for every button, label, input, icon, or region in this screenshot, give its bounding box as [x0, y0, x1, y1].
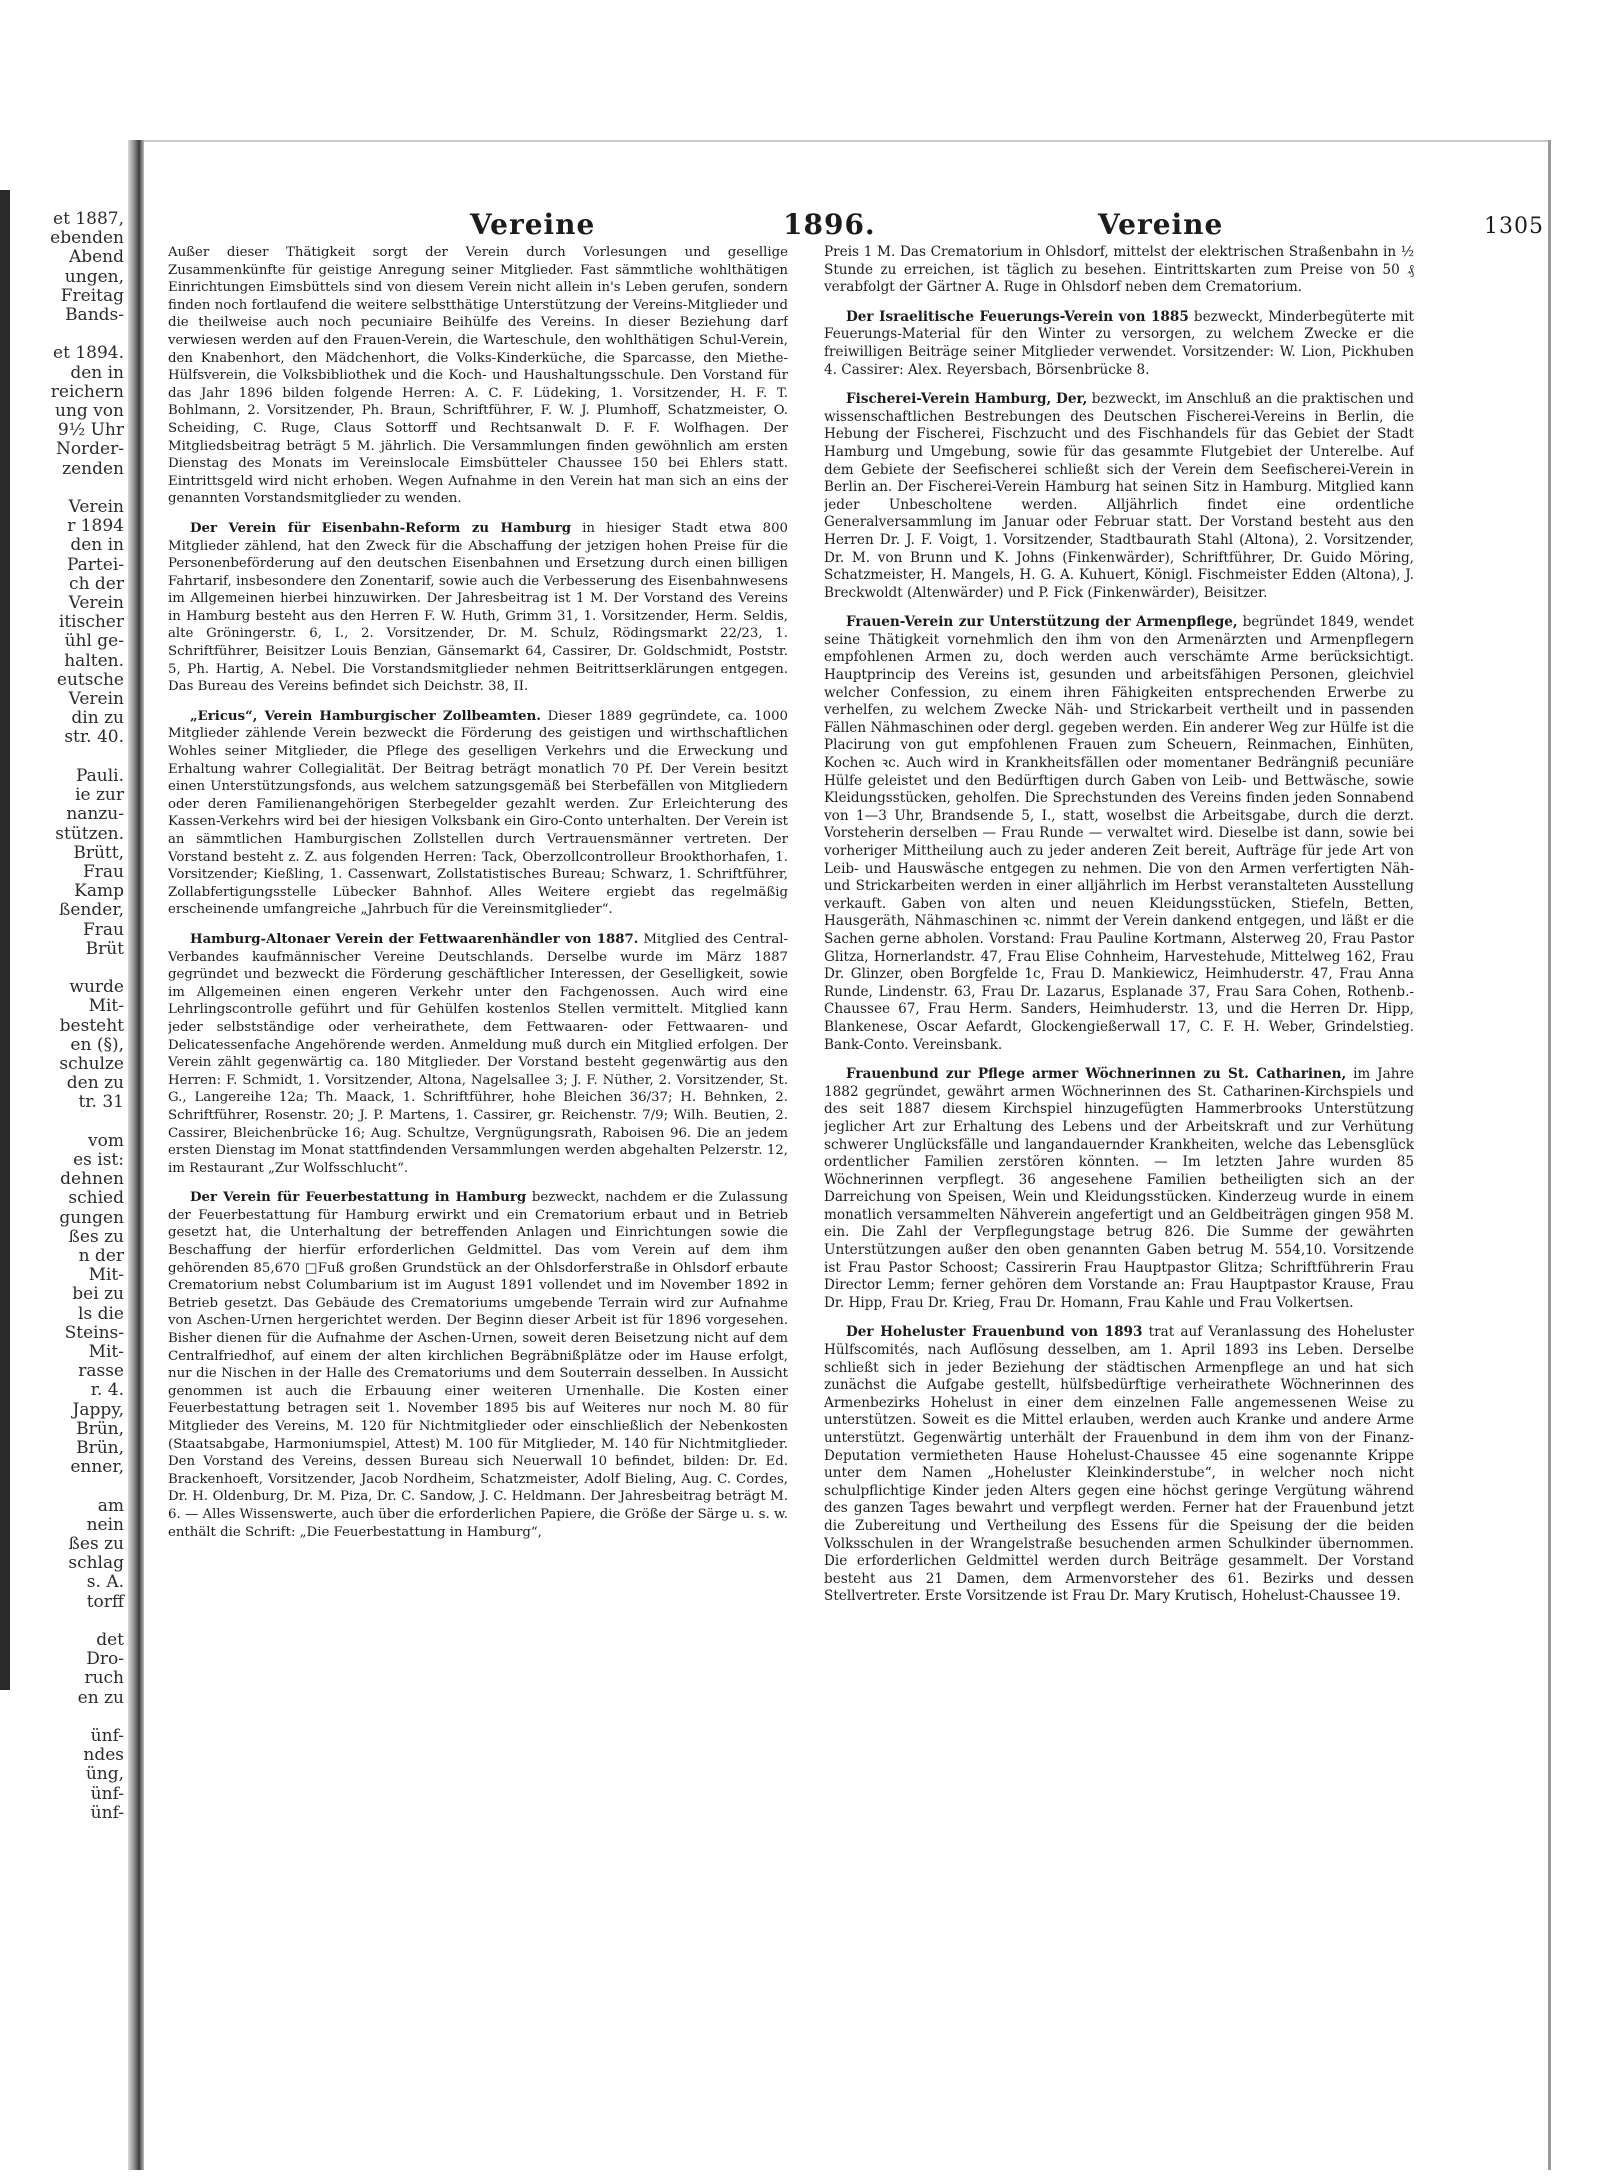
previous-page-line: besteht [59, 1015, 124, 1036]
entry-paragraph [168, 244, 788, 508]
association-entry [824, 1324, 1414, 1606]
previous-page-line: ßes zu [68, 1534, 124, 1555]
previous-page-line: torff [86, 1591, 124, 1612]
previous-page-line: Mit- [88, 1265, 124, 1286]
previous-page-line: ungen, [64, 266, 124, 287]
association-entry [168, 708, 788, 919]
association-entry [824, 244, 1414, 297]
entry-paragraph [168, 1189, 788, 1541]
previous-page-line: nanzu- [66, 804, 124, 825]
previous-page-line: Dro- [86, 1649, 124, 1670]
previous-page-line: ebenden [50, 228, 124, 249]
previous-page-line [8, 1708, 128, 1727]
previous-page-line: ung von [55, 401, 124, 422]
previous-page-line: Partei- [66, 554, 124, 575]
previous-page-line: Mit- [88, 996, 124, 1017]
association-entry [168, 1189, 788, 1541]
association-entry [824, 614, 1414, 1054]
entry-paragraph [824, 1324, 1414, 1606]
previous-page-line: ch der [69, 573, 124, 594]
previous-page-line: din zu [71, 708, 124, 729]
previous-page-line [8, 959, 128, 978]
previous-page-line: ßender, [59, 900, 124, 921]
previous-page-line: bei zu [72, 1284, 124, 1305]
entry-text: Außer dieser Thätigkeit sorgt der Verein durch Vorlesungen und gesellige Zusammenkünfte für geistige Anregung seiner Mitglieder. Fast sämmtliche wohlthätigen Einrichtungen Eimsbüttels sind von diesem Verein nicht allein in's Leben gerufen, sondern finden noch fortlaufend die weitere selbstthätige Unterstützung der Vereins-Mitglieder und die theilweise auch noch pecuniaire Beihülfe des Vereins. In dieser Beziehung darf verwiesen werden auf den Frauen-Verein, die Warteschule, den wohlthätigen Schul-Verein, den Knabenhort, den Mädchenhort, die Volks-Kinderküche, die Sparcasse, den Miethe-Hülfsverein, die Volksbibliothek und die Koch- und Haushaltungsschule. Den Vorstand für das Jahr 1896 bilden folgende Herren: A. C. F. Lüdeking, 1. Vorsitzender, H. F. T. Bohlmann, 2. Vorsitzender, Ph. Braun, Schriftführer, F. W. J. Plumhoff, Schatzmeister, O. Scheiding, C. Ruge, Claus Sottorff und Rechtsanwalt D. F. F. Wolfhagen. Der Mitgliedsbeitrag beträgt 5 M. jährlich. Die Versammlungen finden gewöhnlich am ersten Dienstag des Monats im Vereinslocale Eimsbütteler Chaussee 150 bei Ehlers statt. Eintrittsgeld wird nicht erhoben. Wegen Aufnahme in den Verein hat man sich an eins der genannten Vorstandsmitglieder zu wenden. [168, 245, 788, 507]
scan-margin-top [0, 0, 1600, 60]
previous-page-line: s. A. [86, 1572, 124, 1593]
previous-page-line: zenden [62, 458, 124, 479]
entry-title: Der Verein für Eisenbahn-Reform zu Hamburg [190, 520, 572, 536]
previous-page-line: ünf- [90, 1802, 124, 1823]
entry-title: Frauen-Verein zur Unterstützung der Armenpflege, [846, 614, 1238, 631]
previous-page-line: reichern [50, 381, 124, 402]
previous-page-line: schlag [68, 1553, 124, 1574]
previous-page-line: üng, [85, 1764, 124, 1785]
entry-title: Hamburg-Altonaer Verein der Fettwaarenhändler von 1887. [190, 931, 639, 947]
previous-page-line: Steins- [64, 1322, 124, 1343]
previous-page-line: Brütt, [73, 842, 124, 863]
previous-page-line [8, 1612, 128, 1631]
previous-page-line: Kamp [74, 881, 124, 902]
previous-page-line: vom [88, 1130, 124, 1151]
previous-page-line: Verein [68, 593, 124, 614]
previous-page-line [8, 479, 128, 498]
entry-title: „Ericus“, Verein Hamburgischer Zollbeamten. [190, 708, 541, 724]
previous-page-line: Pauli. [75, 765, 124, 786]
previous-page-line: tr. 31 [78, 1092, 124, 1113]
entry-paragraph [824, 391, 1414, 602]
previous-page-line: wurde [69, 977, 124, 998]
previous-page-line: et 1894. [53, 343, 124, 364]
entry-text: trat auf Veranlassung des Hoheluster Hülfscomités, nach Auflösung desselben, am 1. April 1893 ins Leben. Derselbe schließt sich in jeder Beziehung der städtischen Armenpflege an und hat sich zunächst die Aufgabe gestellt, hülfsbedürftige verheirathete Wöchnerinnen des Armenbezirks Hohelust in einer dem einzelnen Falle angemessenen Weise zu unterstützen. Soweit es die Mittel erlauben, werden auch Kranke und andere Arme unterstützt. Gegenwärtig unterhält der Frauenbund in dem ihm von der Finanz-Deputation vermietheten Hause Hohelust-Chaussee 45 eine sogenannte Krippe unter dem Namen „Hoheluster Kleinkinderstube“, in welcher noch nicht schulpflichtige Kinder jeden Alters gegen eine höchst geringe Vergütung während des ganzen Tages bewahrt und verpflegt werden. Ferner hat der Frauenbund jetzt die Zubereitung und Vertheilung des Essens für die Speisung der die beiden Volksschulen in der Wrangelstraße besuchenden armen Schulkinder übernommen. Die erforderlichen Geldmittel werden durch Beiträge gesammelt. Der Vorstand besteht aus 21 Damen, dem Armenvorsteher des 61. Bezirks und dessen Stellvertreter. Erste Vorsitzende ist Frau Dr. Mary Krutisch, Hohelust-Chaussee 19. [824, 1324, 1414, 1605]
previous-page-line: dehnen [60, 1169, 124, 1190]
entry-title: Fischerei-Verein Hamburg, Der, [846, 391, 1088, 408]
previous-page-line: am [97, 1495, 124, 1516]
previous-page-line: 9½ Uhr [57, 420, 124, 441]
previous-page-line: Brün, [76, 1438, 124, 1458]
entry-paragraph [168, 520, 788, 696]
page-top-edge [144, 140, 1550, 142]
entry-paragraph [824, 1066, 1414, 1312]
previous-page-line: str. 40. [64, 727, 124, 748]
association-entry [168, 244, 788, 508]
previous-page-line: en (§), [70, 1034, 124, 1055]
previous-page-line: stützen. [55, 823, 124, 844]
previous-page-line: Bands- [65, 305, 124, 326]
previous-page-line [8, 748, 128, 767]
previous-page-line: es ist: [73, 1149, 124, 1170]
previous-page-line: Jappy, [72, 1399, 124, 1420]
previous-page-line: Freitag [60, 285, 124, 306]
running-header-right: Vereine [1098, 208, 1224, 241]
entry-text: Mitglied des Central-Verbandes kaufmännischer Vereine Deutschlands. Derselbe wurde im März 1887 gegründet und bezweckt die Förderung geschäftlicher Interessen, der Geselligkeit, sowie im Allgemeinen einen engeren Verkehr unter den Fachgenossen. Auch wird eine Lehrlingscontrolle geführt und für Gehülfen kostenlos Stellen vermittelt. Mitglied kann jeder selbstständige oder verheirathete, dem Fettwaaren- oder Fettwaaren- und Delicatessenfache Angehörende werden. Anmeldung muß durch ein Mitglied erfolgen. Der Verein zählt gegenwärtig ca. 180 Mitglieder. Der Vorstand besteht gegenwärtig aus den Herren: F. Schmidt, 1. Vorsitzender, Altona, Nagelsallee 3; J. F. Nüther, 2. Vorsitzender, St. G., Langereihe 12a; Th. Maack, 1. Schriftführer, hohe Bleichen 36/37; H. Behnken, 2. Schriftführer, Rosenstr. 20; J. P. Martens, 1. Cassirer, gr. Reichenstr. 7/9; Wilh. Beutien, 2. Cassirer, Bleichenbrücke 16; Aug. Schultze, Vergnügungsrath, Raboisen 96. Die an jedem ersten Dienstag im Monat stattfindenden Versammlungen werden abgehalten Pelzerstr. 12, im Restaurant „Zur Wolfsschlucht“. [168, 931, 788, 1176]
association-entry [824, 309, 1414, 379]
previous-page-line: Verein [68, 497, 124, 518]
previous-page-line: et 1887, [53, 210, 124, 229]
association-entry [168, 931, 788, 1177]
previous-page-line: r. 4. [90, 1380, 124, 1401]
book-spine [128, 140, 144, 2170]
previous-page-line: gungen [59, 1207, 124, 1228]
entry-text: begründet 1849, wendet seine Thätigkeit vornehmlich den ihm von den Armenärzten und Armenpflegern empfohlenen Armen zu, doch werden auch verschämte Arme berücksichtigt. Hauptprincip des Vereins ist, gesunden und arbeitsfähigen Personen, gleichviel welcher Confession, zu einem ihren Fähigkeiten entsprechenden Erwerbe zu verhelfen, zu welchem Zwecke Näh- und Strickarbeit vertheilt und in passenden Fällen Nähmaschinen oder dergl. gegeben werden. Ein anderer Weg zur Hülfe ist die Placirung von gut empfohlenen Frauen zum Scheuern, Reinmachen, Einhüten, Kochen ꝛc. Auch wird in Krankheitsfällen oder momentaner Bedrängniß pecuniäre Hülfe geleistet und den Bedürftigen durch Gaben von Leib- und Bettwäsche, sowie Kleidungsstücken, geholfen. Die Sprechstunden des Vereins finden jeden Sonnabend von 1—3 Uhr, Brandsende 5, I., statt, woselbst die Arbeitsgabe, durch die derzt. Vorsteherin derselben — Frau Runde — verwaltet wird. Dieselbe ist dann, sowie bei vorheriger Mittheilung auch zu jeder anderen Zeit bereit, Aufträge für jede Art von Leib- und Hauswäsche entgegen zu nehmen. Die von den Armen verfertigten Näh- und Strickarbeiten werden in einer alljährlich im Herbst veranstalteten Ausstellung verkauft. Gaben von alten und neuen Kleidungsstücken, Stiefeln, Betten, Hausgeräth, Nähmaschinen ꝛc. nimmt der Verein dankend entgegen, und läßt er die Sachen gerne abholen. Vorstand: Frau Pauline Kortmann, Alsterweg 20, Frau Pastor Glitza, Hornerlandstr. 47, Frau Elise Cohnheim, Harvestehude, Mittelweg 162, Frau Dr. Glinzer, oben Borgfelde 1c, Frau D. Mankiewicz, Heimhuderstr. 47, Frau Anna Runde, Lindenstr. 63, Frau Dr. Lazarus, Esplanade 37, Frau Sara Cohen, Rothenb.-Chaussee 67, Frau Herm. Sanders, Heimhuderstr. 13, und die Herren Dr. Hipp, Blankenese, Oscar Aefardt, Glockengießerwall 17, C. F. H. Weber, Grindelstieg. Bank-Conto. Vereinsbank. [824, 614, 1414, 1053]
previous-page-line: ünf- [90, 1783, 124, 1804]
previous-page-line: Brüt [85, 938, 124, 959]
left-text-column [168, 244, 788, 2164]
previous-page-line: eutsche [56, 669, 124, 690]
entry-title: Der Israelitische Feuerungs-Verein von 1885 [846, 308, 1189, 325]
previous-page-line: den zu [66, 1073, 124, 1094]
running-header-year: 1896. [783, 208, 876, 241]
previous-page-line: ßes zu [68, 1226, 124, 1247]
previous-page-line: Abend [68, 247, 124, 268]
entry-title: Der Verein für Feuerbestattung in Hamburg [190, 1190, 527, 1206]
previous-page-line: r 1894 [67, 516, 124, 537]
entry-text: Dieser 1889 gegründete, ca. 1000 Mitglieder zählende Verein bezweckt die Förderung des geistigen und wirthschaftlichen Wohles seiner Mitglieder, die Pflege des geselligen Verkehrs und die Erweckung und Erhaltung wahrer Collegialität. Der Beitrag beträgt monatlich 70 Pf. Der Verein besitzt einen Unterstützungsfonds, aus welchem satzungsgemäß bei Sterbefällen von Mitgliedern oder deren Familienangehörigen Sterbegelder gezahlt werden. Zur Erleichterung des Kassen-Verkehrs wird bei der hiesigen Volksbank ein Giro-Conto unterhalten. Der Verein ist an sämmtlichen Hamburgischen Zollstellen durch Vertrauensmänner vertreten. Der Vorstand besteht z. Z. aus folgenden Herren: Tack, Oberzollcontrolleur Brookthorhafen, 1. Vorsitzender; Kießling, 1. Cassenwart, Zollstatistisches Bureau; Schwarz, 1. Schriftführer, Zollabfertigungsstelle Lübecker Bahnhof. Alles Weitere ergiebt das regelmäßig erscheinende umfangreiche „Jahrbuch für die Vereinsmitglieder“. [168, 708, 788, 918]
association-entry [824, 391, 1414, 602]
previous-page-line: enner, [70, 1457, 124, 1478]
previous-page-line: Frau [82, 861, 124, 882]
entry-text: bezweckt, im Anschluß an die praktischen und wissenschaftlichen Bestrebungen des Deutschen Fischerei-Vereins in Berlin, die Hebung der Fischerei, Fischzucht und des Fischhandels für das Gebiet der Stadt Hamburg und Umgebung, sowie für das gesammte Flutgebiet der Unterelbe. Auf dem Gebiete der Seefischerei schließt sich der Verein dem Seefischerei-Verein in Berlin an. Der Fischerei-Verein Hamburg hat seinen Sitz in Hamburg. Mitglied kann jeder Unbescholtene werden. Alljährlich findet eine ordentliche Generalversammlung im Januar oder Februar statt. Der Vorstand besteht aus den Herren Dr. J. F. Voigt, 1. Vorsitzender, Stadtbaurath Stahl (Altona), 2. Vorsitzender, Dr. M. von Brunn und K. Johns (Finkenwärder), Schriftführer, Dr. Guido Möring, Schatzmeister, H. Mangels, H. G. A. Kuhuert, Königl. Fischmeister Edden (Altona), J. Breckwoldt (Altenwärder) und P. Fick (Finkenwärder), Beisitzer. [824, 391, 1414, 601]
previous-page-line: Mit- [88, 1341, 124, 1362]
page-right-edge [1548, 140, 1551, 2170]
entry-title: Der Hoheluster Frauenbund von 1893 [846, 1324, 1143, 1341]
entry-text: bezweckt, nachdem er die Zulassung der Feuerbestattung für Hamburg erwirkt und ein Crematorium erbaut und in Betrieb gesetzt hat, die Unterhaltung der betreffenden Anlagen und Einrichtungen sowie die Beschaffung der hierfür erforderlichen Geldmittel. Das vom Verein auf dem ihm gehörenden 85,670 □Fuß großen Grundstück an der Ohlsdorferstraße in Ohlsdorf erbaute Crematorium nebst Columbarium ist im August 1891 vollendet und im November 1892 in Betrieb gesetzt. Das Gebäude des Crematoriums umgebende Terrain wird zur Aufnahme von Aschen-Urnen hergerichtet werden. Der Beginn dieser Arbeit ist für 1896 vorgesehen. Bisher dienen für die Aufnahme der Aschen-Urnen, soweit deren Beisetzung nicht auf dem Centralfriedhof, auf einem der alten kirchlichen Begräbnißplätze oder im Hause erfolgt, nur die Nischen in der Halle des Crematoriums und dem Souterrain desselben. In Aussicht genommen ist auch die Erbauung einer weiteren Urnenhalle. Die Kosten einer Feuerbestattung betragen seit 1. November 1895 bis auf Weiteres nur noch M. 80 für Mitglieder des Vereins, M. 120 für Nichtmitglieder oder einschließlich der Nebenkosten (Staatsabgabe, Harmoniumspiel, Attest) M. 100 für Mitglieder, M. 140 für Nichtmitglieder. Den Vorstand des Vereins, dessen Bureau sich Neuerwall 10 befindet, bilden: Dr. Ed. Brackenhoeft, Vorsitzender, Jacob Nordheim, Schatzmeister, Adolf Bieling, Aug. C. Cordes, Dr. H. Oldenburg, Dr. M. Piza, Dr. C. Sandow, J. C. Heldmann. Der Jahresbeitrag beträgt M. 6. — Alles Wissenswerte, auch über die erforderlichen Papiere, die Größe der Särge u. s. w. enthält die Schrift: „Die Feuerbestattung in Hamburg“, [168, 1190, 788, 1540]
previous-page-line: ühl ge- [64, 631, 124, 652]
entry-text: in hiesiger Stadt etwa 800 Mitglieder zählend, hat den Zweck für die Abschaffung der jetzigen hohen Preise für die Personenbeförderung auf den deutschen Eisenbahnen und Ersetzung durch einen billigen Fahrtarif, insbesondere den Zonentarif, sowie auch die Verbesserung des Eisenbahnwesens im Allgemeinen hierbei hinzuwirken. Der Jahresbeitrag ist 1 M. Der Vorstand des Vereins in Hamburg besteht aus den Herren F. W. Huth, Grimm 31, 1. Vorsitzender, Herm. Seldis, alte Gröningerstr. 6, I., 2. Vorsitzender, Dr. M. Schulz, Rödingsmarkt 22/23, 1. Schriftführer, Beisitzer Louis Benzian, Gänsemarkt 64, Cassirer, Dr. Goldschmidt, Poststr. 5, Ph. Hartig, A. Nebel. Die Vorstandsmitglieder nehmen Beitrittserklärungen entgegen. Das Bureau des Vereins befindet sich Deichstr. 38, II. [168, 520, 788, 695]
previous-page-line [8, 325, 128, 344]
previous-page-line: schied [68, 1188, 124, 1209]
right-text-column [824, 244, 1414, 2164]
previous-page-line: det [96, 1630, 124, 1651]
previous-page-line: ruch [84, 1668, 124, 1689]
previous-page-line: halten. [64, 650, 124, 671]
previous-page-line: nein [86, 1514, 124, 1535]
entry-text: bezweckt, Minderbegüterte mit Feuerungs-Material für den Winter zu versorgen, zu welchem Zwecke er die freiwilligen Beiträge seiner Mitglieder verwendet. Vorsitzender: W. Lion, Pickhuben 4. Cassirer: Alex. Reyersbach, Börsenbrücke 8. [824, 308, 1414, 378]
running-header-left: Vereine [470, 208, 596, 241]
entry-paragraph [168, 931, 788, 1177]
previous-page-line: ls die [78, 1303, 124, 1324]
previous-page-line: ünf- [90, 1726, 124, 1747]
entry-text: Preis 1 M. Das Crematorium in Ohlsdorf, mittelst der elektrischen Straßenbahn in ½ Stunde zu erreichen, ist täglich zu besehen. Eintrittskarten zum Preise von 50 ₰ verabfolgt der Gärtner A. Ruge in Ohlsdorf neben dem Crematorium. [824, 244, 1414, 296]
association-entry [168, 520, 788, 696]
entry-paragraph [824, 244, 1414, 297]
entry-title: Frauenbund zur Pflege armer Wöchnerinnen zu St. Catharinen, [846, 1066, 1347, 1083]
entry-paragraph [824, 309, 1414, 379]
previous-page-line [8, 1477, 128, 1496]
previous-page-line: itischer [58, 612, 124, 633]
entry-paragraph [824, 614, 1414, 1054]
association-entry [824, 1066, 1414, 1312]
entry-paragraph [168, 708, 788, 919]
previous-page-line: ndes [83, 1745, 124, 1766]
previous-page-line: ie zur [75, 785, 124, 806]
entry-text: im Jahre 1882 gegründet, gewährt armen Wöchnerinnen des St. Catharinen-Kirchspiels und des seit 1887 diesem Kirchspiel hinzugefügten Hammerbrooks Unterstützung jeglicher Art zur Erhaltung des Lebens und der Arbeitskraft und zur Verhütung schwerer Unglücksfälle und langandauernder Krankheiten, welche das Lebensglück ordentlicher Familien zerstören könnten. — Im letzten Jahre wurden 85 Wöchnerinnen verpflegt. 36 angesehene Familien betheiligten sich an der Darreichung von Speisen, Wein und Kleidungsstücken. Kinderzeug wurde in einem monatlich versammelten Nähverein angefertigt und an Geldbeiträgen gingen 958 M. ein. Die Zahl der Verpflegungstage betrug 826. Die Summe der gewährten Unterstützungen außer den oben genannten Gaben betrug M. 554,10. Vorsitzende ist Frau Pastor Schoost; Cassirerin Frau Hauptpastor Glitza; Schriftführerin Frau Director Lemm; ferner gehören dem Vorstande an: Frau Hauptpastor Krause, Frau Dr. Hipp, Frau Dr. Krieg, Frau Dr. Homann, Frau Kahle und Frau Volkertsen. [824, 1066, 1414, 1311]
previous-page-line: Brün, [76, 1418, 124, 1439]
previous-page-line: n der [78, 1245, 124, 1266]
previous-page-line: den in [70, 362, 124, 383]
previous-page-line: rasse [78, 1361, 124, 1382]
page-number: 1305 [1484, 214, 1544, 239]
previous-page-fragment [8, 210, 128, 2060]
previous-page-line [8, 1113, 128, 1132]
previous-page-line: Norder- [55, 439, 124, 460]
previous-page-line: den in [70, 535, 124, 556]
previous-page-line: schulze [59, 1053, 124, 1074]
previous-page-line: Frau [82, 919, 124, 940]
previous-page-line: Verein [68, 689, 124, 710]
previous-page-line: en zu [77, 1687, 124, 1708]
